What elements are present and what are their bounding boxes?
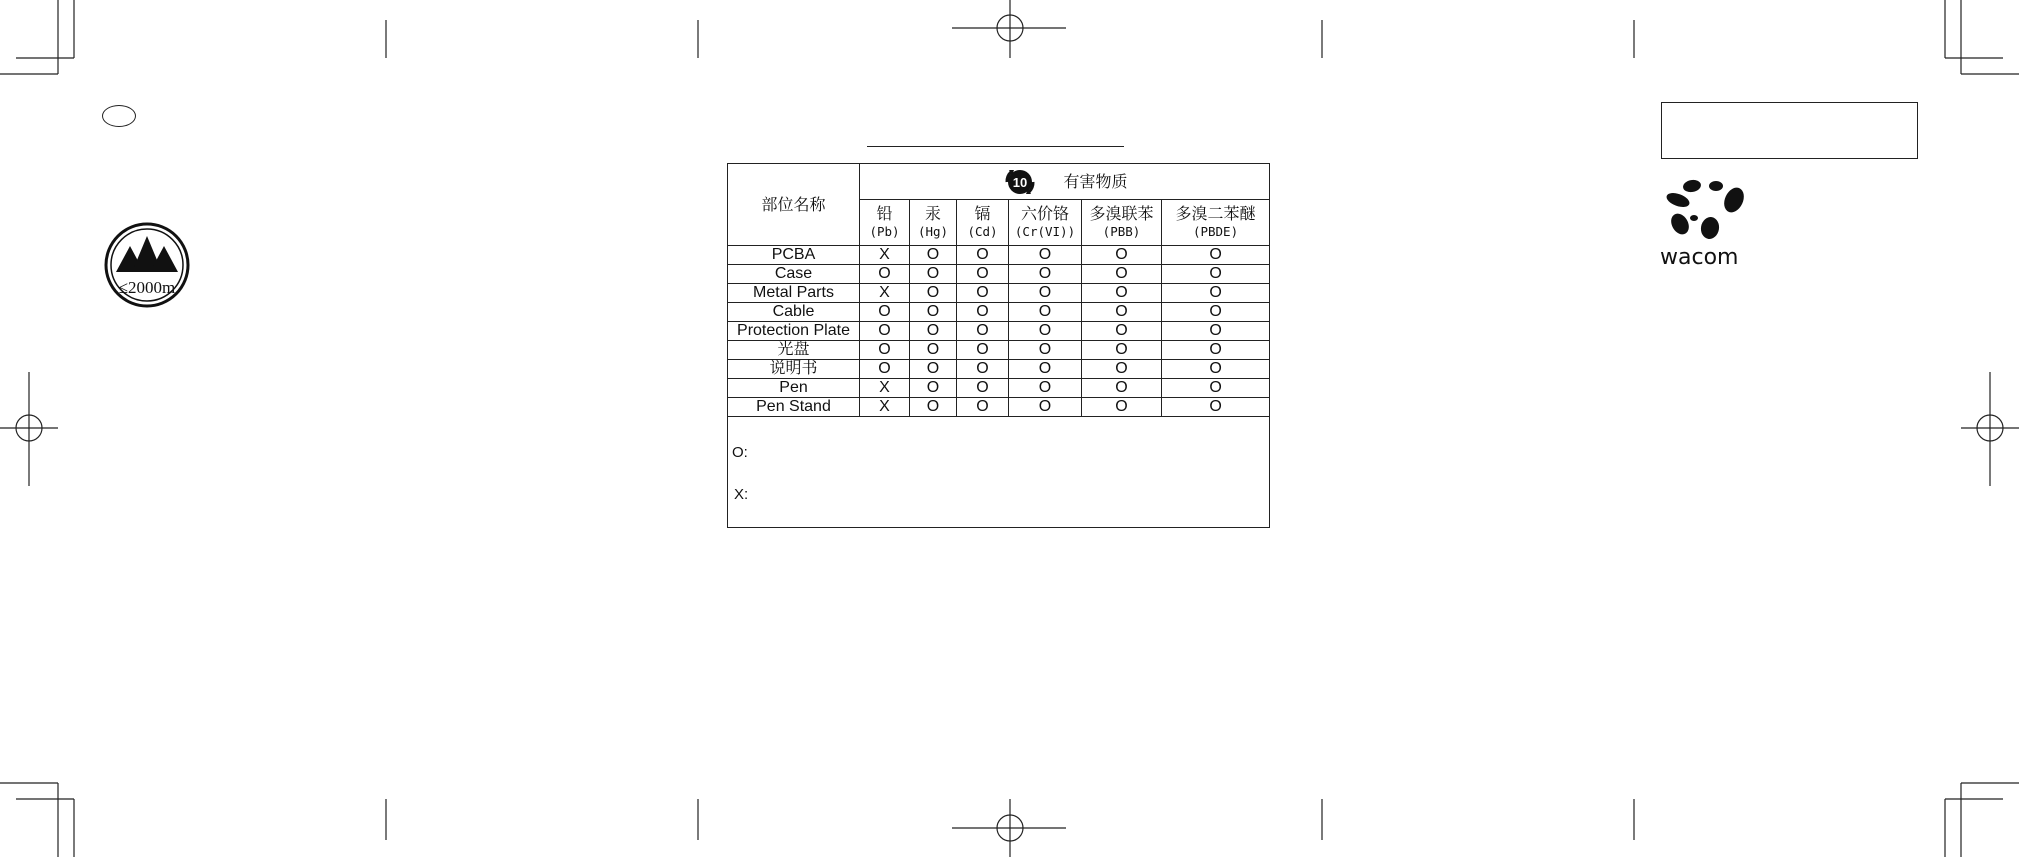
substance-value-cell: O bbox=[957, 284, 1009, 303]
substance-value-cell: O bbox=[1162, 360, 1270, 379]
model-box bbox=[1661, 102, 1918, 159]
table-row bbox=[728, 379, 1270, 398]
substance-value-cell: O bbox=[910, 322, 957, 341]
substance-value-cell: O bbox=[910, 265, 957, 284]
substance-value-cell: O bbox=[957, 341, 1009, 360]
substance-header: 汞 (Hg) bbox=[910, 200, 957, 246]
title-rule bbox=[867, 146, 1124, 147]
substance-value-cell: O bbox=[957, 322, 1009, 341]
substance-value-cell: O bbox=[1082, 360, 1162, 379]
substance-value-cell: O bbox=[1162, 303, 1270, 322]
hazard-header bbox=[860, 164, 1270, 200]
note-o-label: O: bbox=[732, 444, 748, 461]
table-notes bbox=[728, 417, 1270, 528]
substance-value-cell: O bbox=[910, 246, 957, 265]
table-row bbox=[728, 398, 1270, 417]
substance-value-cell: O bbox=[1082, 303, 1162, 322]
part-name-cell: Case bbox=[728, 265, 860, 284]
substance-value-cell: O bbox=[1082, 265, 1162, 284]
substance-value-cell: O bbox=[1082, 379, 1162, 398]
substance-value-cell: O bbox=[860, 265, 910, 284]
part-name-cell: Metal Parts bbox=[728, 284, 860, 303]
substance-value-cell: O bbox=[860, 303, 910, 322]
substance-value-cell: O bbox=[1009, 303, 1082, 322]
substance-value-cell: O bbox=[1009, 341, 1082, 360]
substance-value-cell: O bbox=[1162, 284, 1270, 303]
substance-value-cell: O bbox=[1082, 322, 1162, 341]
substance-value-cell: O bbox=[860, 341, 910, 360]
part-name-cell: Pen bbox=[728, 379, 860, 398]
substance-value-cell: O bbox=[860, 360, 910, 379]
substance-value-cell: O bbox=[860, 322, 910, 341]
altitude-limit-icon bbox=[104, 222, 190, 308]
substance-value-cell: O bbox=[910, 284, 957, 303]
substance-value-cell: O bbox=[1162, 322, 1270, 341]
table-row bbox=[728, 284, 1270, 303]
substance-value-cell: X bbox=[860, 246, 910, 265]
substance-value-cell: O bbox=[957, 379, 1009, 398]
table-row bbox=[728, 246, 1270, 265]
table-row bbox=[728, 322, 1270, 341]
substance-value-cell: O bbox=[1082, 398, 1162, 417]
substance-value-cell: O bbox=[957, 303, 1009, 322]
substance-value-cell: O bbox=[1009, 284, 1082, 303]
substance-value-cell: O bbox=[1009, 379, 1082, 398]
substance-value-cell: O bbox=[910, 398, 957, 417]
substance-header: 多溴二苯醚 (PBDE) bbox=[1162, 200, 1270, 246]
hazard-header-text: 有害物质 bbox=[1063, 171, 1128, 191]
table-row bbox=[728, 341, 1270, 360]
substance-value-cell: O bbox=[910, 303, 957, 322]
part-name-cell: Protection Plate bbox=[728, 322, 860, 341]
table-row bbox=[728, 265, 1270, 284]
substance-header: 镉 (Cd) bbox=[957, 200, 1009, 246]
brand-name: wacom bbox=[1660, 245, 1739, 268]
oval-outline-mark bbox=[102, 105, 136, 127]
table-row bbox=[728, 303, 1270, 322]
substance-header: 铅 (Pb) bbox=[860, 200, 910, 246]
substance-value-cell: O bbox=[957, 360, 1009, 379]
substance-value-cell: O bbox=[957, 246, 1009, 265]
substance-value-cell: O bbox=[1162, 379, 1270, 398]
part-name-cell: 说明书 bbox=[728, 360, 860, 379]
substance-value-cell: O bbox=[910, 360, 957, 379]
substance-value-cell: X bbox=[860, 379, 910, 398]
table-row bbox=[728, 360, 1270, 379]
substance-value-cell: O bbox=[1162, 246, 1270, 265]
substance-value-cell: O bbox=[1009, 322, 1082, 341]
note-x-label: X: bbox=[734, 486, 749, 503]
substance-value-cell: X bbox=[860, 398, 910, 417]
substance-value-cell: O bbox=[1009, 360, 1082, 379]
altitude-text: ≤2000m bbox=[118, 278, 176, 297]
wacom-logo bbox=[1658, 172, 1760, 268]
environment-friendly-use-period-icon bbox=[1002, 166, 1038, 198]
substance-header: 多溴联苯 (PBB) bbox=[1082, 200, 1162, 246]
substance-value-cell: O bbox=[957, 265, 1009, 284]
part-name-cell: 光盘 bbox=[728, 341, 860, 360]
substance-header: 六价铬 (Cr(VI)) bbox=[1009, 200, 1082, 246]
substance-value-cell: O bbox=[1082, 246, 1162, 265]
substance-value-cell: O bbox=[1162, 341, 1270, 360]
efup-number: 10 bbox=[1012, 174, 1027, 190]
substance-value-cell: O bbox=[1082, 284, 1162, 303]
part-name-cell: PCBA bbox=[728, 246, 860, 265]
substance-value-cell: O bbox=[1082, 341, 1162, 360]
substance-value-cell: O bbox=[957, 398, 1009, 417]
substance-value-cell: O bbox=[1009, 265, 1082, 284]
substance-value-cell: O bbox=[910, 341, 957, 360]
substance-value-cell: O bbox=[910, 379, 957, 398]
substance-value-cell: O bbox=[1162, 398, 1270, 417]
hazardous-substances-table bbox=[727, 163, 1270, 528]
substance-value-cell: O bbox=[1009, 398, 1082, 417]
substance-value-cell: O bbox=[1162, 265, 1270, 284]
substance-value-cell: O bbox=[1009, 246, 1082, 265]
part-name-cell: Pen Stand bbox=[728, 398, 860, 417]
substance-value-cell: X bbox=[860, 284, 910, 303]
part-name-header: 部位名称 bbox=[728, 164, 860, 246]
part-name-cell: Cable bbox=[728, 303, 860, 322]
